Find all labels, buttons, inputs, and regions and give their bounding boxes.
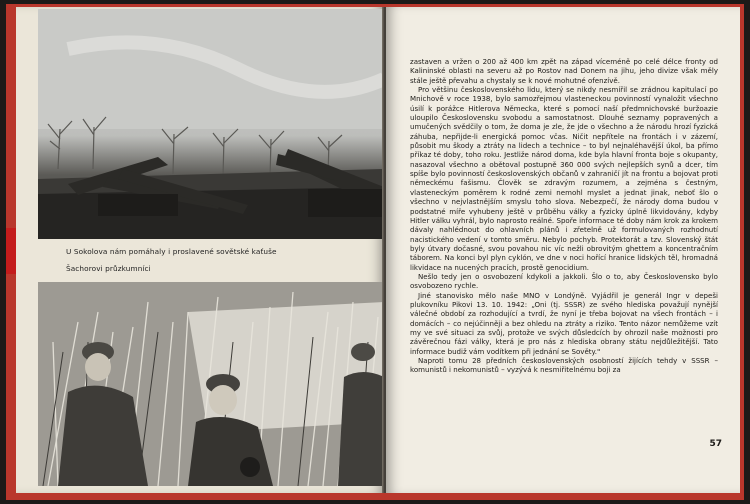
photo-caption-bottom: Šachorovi průzkumníci bbox=[66, 264, 151, 273]
left-page bbox=[16, 7, 384, 493]
right-page bbox=[386, 7, 740, 493]
scouts-photo bbox=[38, 282, 384, 486]
paragraph: Naproti tomu 28 předních československých osobností žijících tehdy v SSSR – komunistů i nekomunistů – vyzývá k nesmiřitelnému boji za bbox=[410, 356, 718, 375]
paragraph: Nešlo tedy jen o osvobození kdykoli a jakkoli. Šlo o to, aby Československo bylo osvobozeno rychle. bbox=[410, 271, 718, 291]
paragraph: Jiné stanovisko mělo naše MNO v Londýně. Vyjádřil je generál Ingr v depeši plukovníku Pikovi 13. 10. 1942: „Oni (tj. SSSR) ze svého hlediska považují nynější válečné období za rozhodující a tvrdí, že nyní je třeba bojovat na všech frontách – i domácích – co nejúčinněji a bez ohledu na ztráty a riziko. Tento názor nemůžeme vzít my ve své situaci za svůj, protože ve svých důsledcích by ohrozil naše možnosti pro závěrečnou fázi války, která je pro nás z hlediska obrany státu nejdůležitější. Tato informace budiž vám vodítkem při jednání se Sověty." bbox=[410, 290, 718, 356]
katyusha-photo bbox=[38, 9, 384, 239]
paragraph: zastaven a vržen o 200 až 400 km zpět na západ víceméně po celé délce fronty od Kalininské oblasti na severu až po Rostov nad Donem na jihu, jeho divize však měly stále ještě převahu a chystaly se k nové mohutné ofenzívě. bbox=[410, 57, 718, 85]
open-book bbox=[6, 4, 744, 500]
photo-caption-top: U Sokolova nám pomáhaly i proslavené sovětské kaťuše bbox=[66, 247, 277, 256]
page-number: 57 bbox=[709, 439, 722, 449]
paragraph: Pro většinu československého lidu, který se nikdy nesmířil se zrádnou kapitulací po Mnichově v roce 1938, bylo samozřejmou vlasteneckou povinností vynaložit všechno úsilí k porážce Hitlerova Německa, které s pomocí naší předmnichovské buržoazie uloupilo Československu svobodu a samostatnost. Dlouhé seznamy popravených a umučených svědčily o tom, že doma je zle, že jde o všechno a že národu hrozí fyzická záhuba, nepřijde-li energická pomoc včas. Ničit nepřítele na frontách i v zázemí, působit mu škody a ztráty na lidech a technice – to byl nejnaléhavější úkol, ba přímo příkaz té doby, toho roku. Jestliže národ doma, kde byla hlavní fronta boje s okupanty, nasazoval všechno a obětoval postupně 360 000 svých nejlepších synů a dcer, tím spíše bylo povinností československých občanů v zahraničí jít na frontu a bojovat proti německému fašismu. Člověk se zdravým rozumem, a zejména s čestným, vlasteneckým poměrem k rodné zemi nemohl myslet a jednat jinak, neboť šlo o všechno v nejvlastnějším smyslu toho slova. Nebezpečí, že národy doma budou v podstatné míře vyhubeny ještě v průběhu války a fyzicky úplně likvidovány, kdyby Hitler válku vyhrál, bylo naprosto reálné. Spoře informace té doby nám krok za krokem dávaly nahlédnout do ohlavních plánů i zřetelně už formulovaných rozhodnutí nacistického vedení v tomto směru. Nebylo pochyb. Protektorát a tzv. Slovenský štát byly útvary dočasné, svou povahou nic víc nežli obrovitým ghettem a koncentračním táborem. Na konci byl plyn cyklón, ve dne v noci hořící hranice lidských těl, hromadná likvidace na nucených pracích, prostě genocidium. bbox=[410, 85, 718, 272]
bookmark-tab bbox=[6, 228, 16, 274]
body-text bbox=[410, 57, 718, 375]
